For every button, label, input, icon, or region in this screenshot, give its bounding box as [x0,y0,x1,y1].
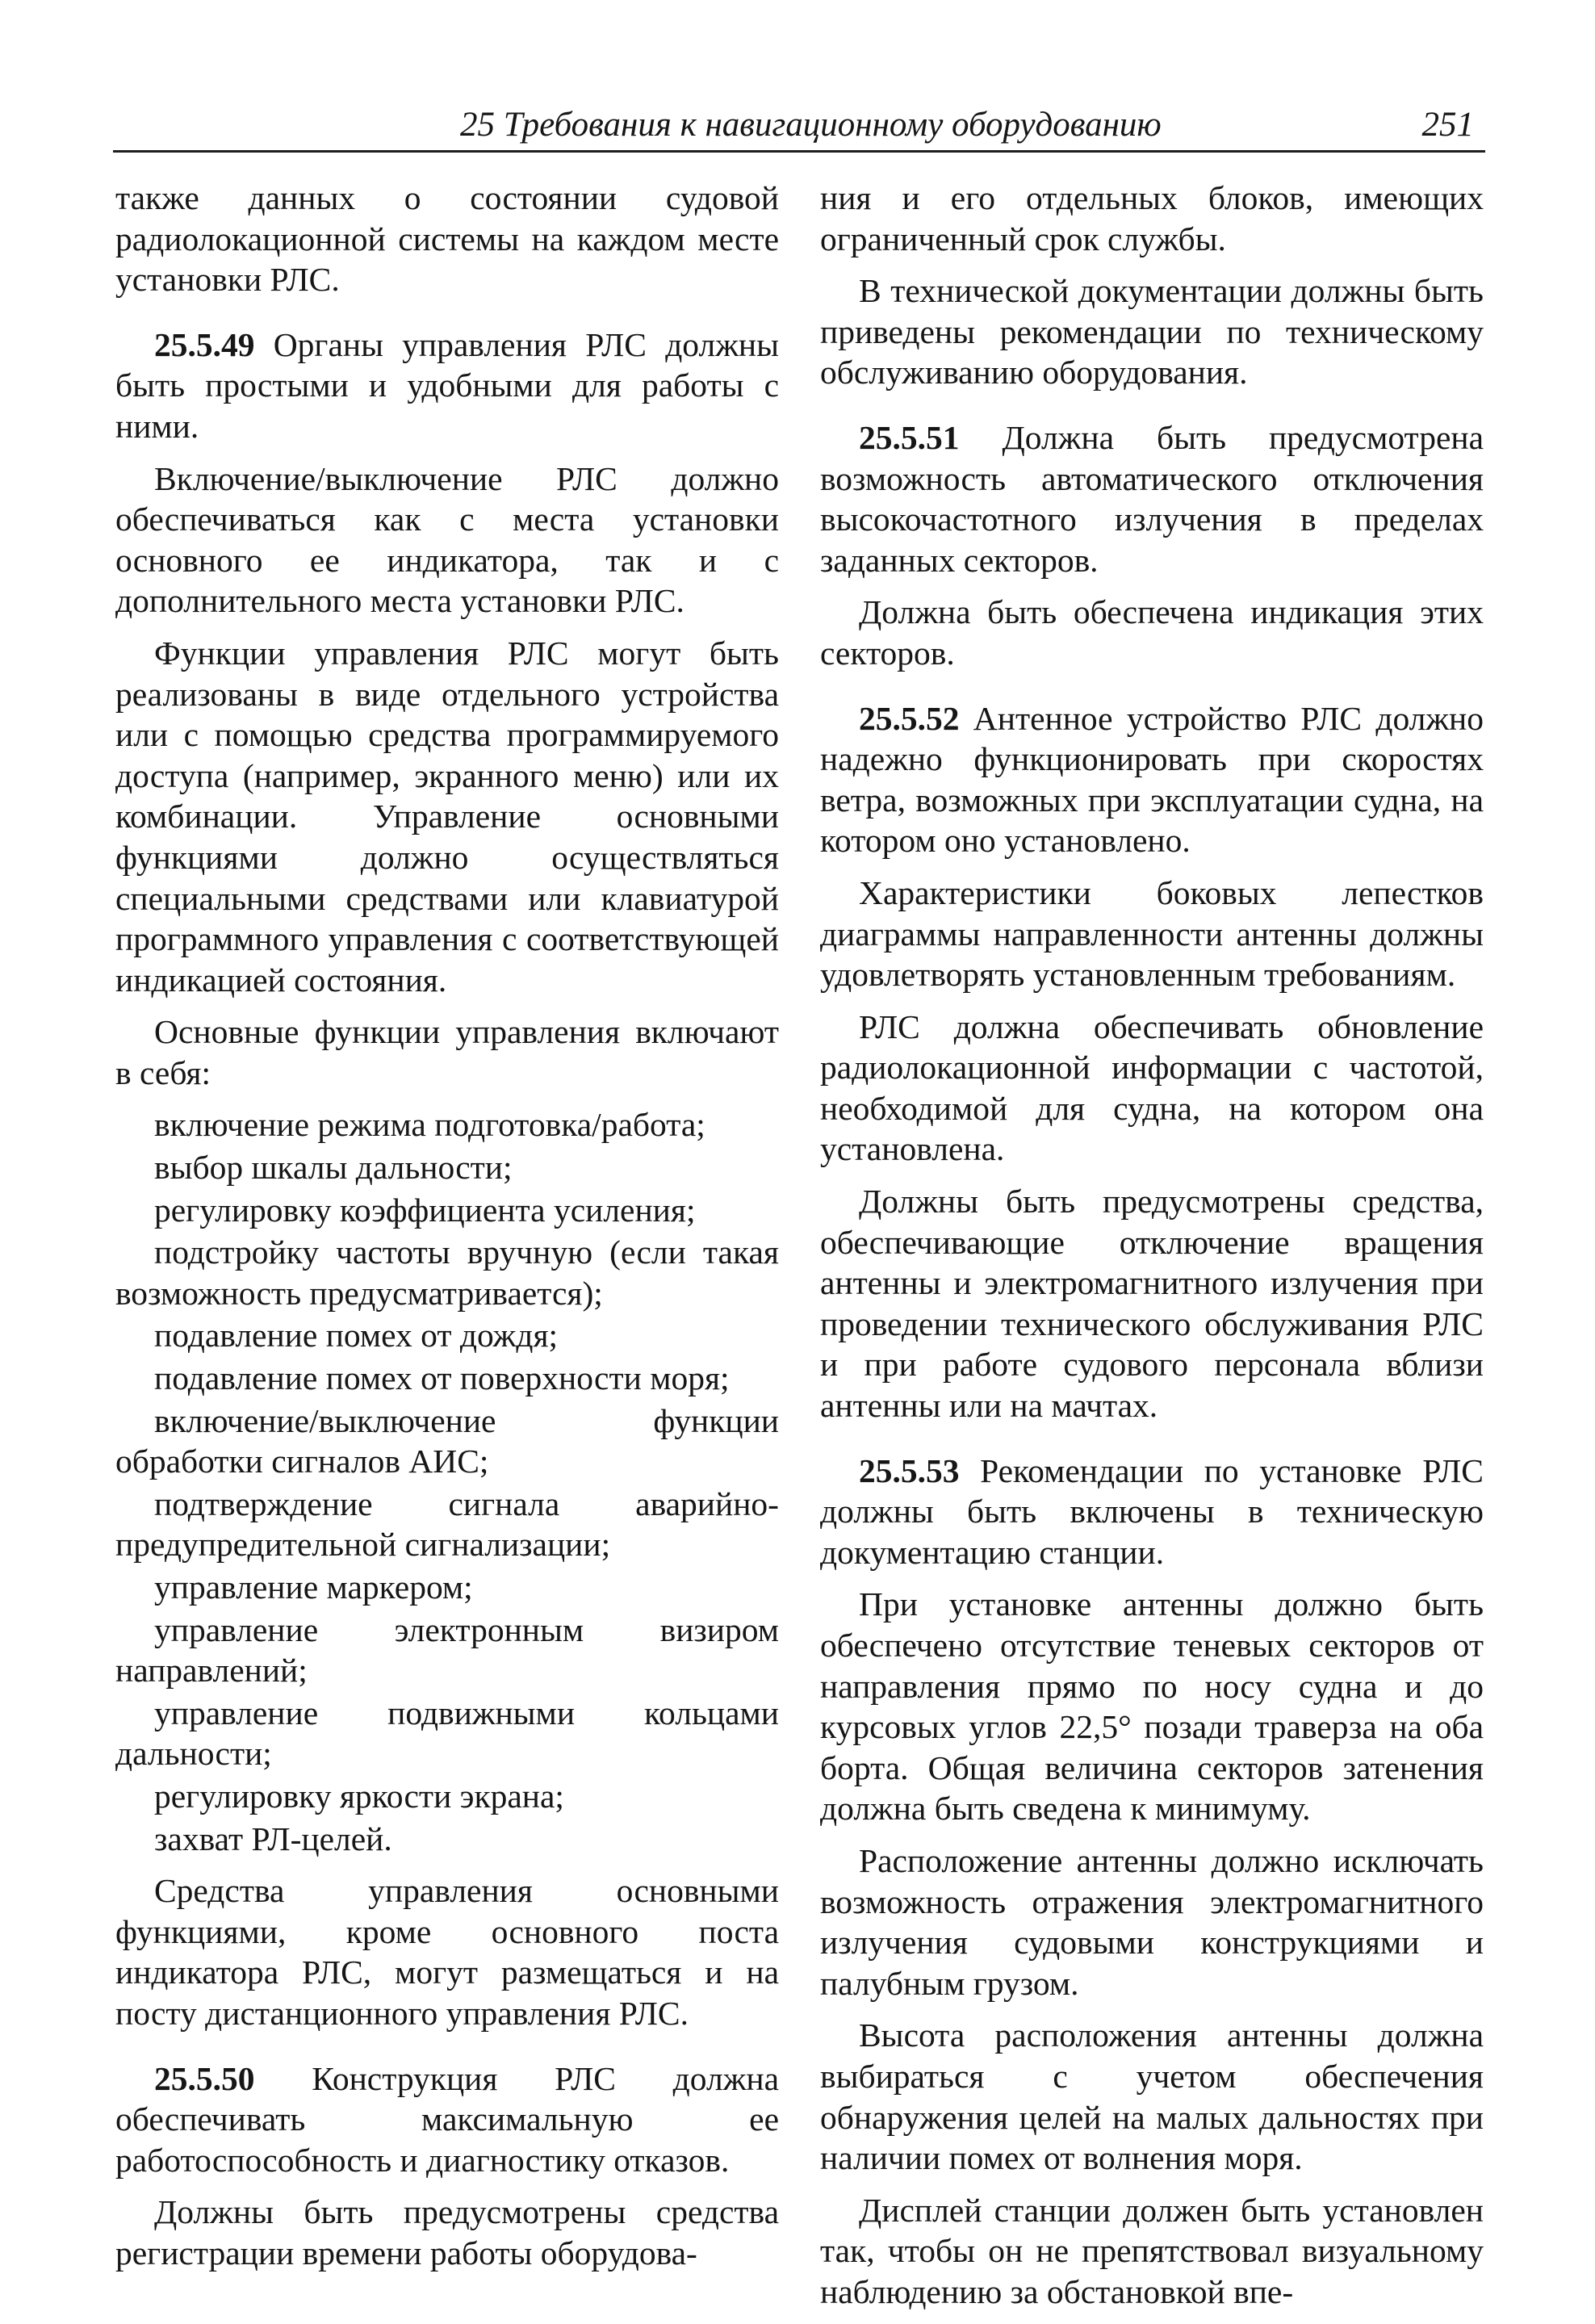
list-item: управление маркером; [154,1568,473,1606]
paragraph-antenna-height: Высота расположения антенны должна выбираться с учетом обеспечения обнаружения целей на малых дальностях при наличии помех от волнения моря. [820,2016,1484,2177]
paragraph-sector-indication: Должна быть обеспечена индикация этих секторов. [820,593,1484,672]
running-title: 25 Требования к навигационному оборудованию [460,106,1162,144]
page-number: 251 [1421,106,1474,144]
list-item: управление электронным визиром направлений; [115,1610,779,1690]
paragraph-documentation: В технической документации должны быть приведены рекомендации по техническому обслуживанию оборудования. [820,272,1484,392]
section-text: Должна быть предусмотрена возможность автоматического отключения высокочастотного излучения в пределах заданных секторов. [820,418,1484,579]
list-item: управление подвижными кольцами дальности; [115,1694,779,1773]
running-header [113,103,1485,153]
paragraph-radiation-off: Должны быть предусмотрены средства, обеспечивающие отключение вращения антенны и электромагнитного излучения при проведении технического обслуживания РЛС и при работе судового персонала вблизи антенны или на мачтах. [820,1183,1484,1425]
paragraph-control-means: Средства управления основными функциями, кроме основного поста индикатора РЛС, могут размещаться и на посту дистанционного управления РЛС. [115,1872,779,2032]
section-number: 25.5.51 [859,418,960,456]
paragraph-display: Дисплей станции должен быть установлен так, чтобы он не препятствовал визуальному наблюдению за обстановкой впе- [820,2191,1484,2310]
list-item: регулировку яркости экрана; [154,1777,564,1815]
list-item: включение/выключение функции обработки сигналов АИС; [115,1401,779,1480]
section-text: Органы управления РЛС должны быть простыми и удобными для работы с ними. [115,325,779,445]
list-item: подавление помех от поверхности моря; [154,1359,730,1397]
paragraph-reflection: Расположение антенны должно исключать возможность отражения электромагнитного излучения судовыми конструкциями и палубным грузом. [820,1841,1484,2002]
section-25-5-50 [115,2058,779,2181]
paragraph-registration: Должны быть предусмотрены средства регистрации времени работы оборудова- [115,2193,779,2272]
section-text: Конструкция РЛС должна обеспечивать максимальную ее работоспособность и диагностику отказов. [115,2059,779,2179]
list-item: захват РЛ-целей. [154,1819,392,1857]
section-number: 25.5.49 [154,325,255,363]
paragraph-on-off: Включение/выключение РЛС должно обеспечиваться как с места установки основного ее индикатора, так и с дополнительного места установки РЛС. [115,459,779,620]
section-25-5-53 [820,1451,1484,1573]
section-text: Антенное устройство РЛС должно надежно функционировать при скоростях ветра, возможных при эксплуатации судна, на котором оно установлено. [820,699,1484,860]
section-number: 25.5.53 [859,1451,960,1489]
list-item: регулировку коэффициента усиления; [154,1191,696,1229]
section-25-5-51 [820,417,1484,580]
list-item: подстройку частоты вручную (если такая возможность предусматривается); [115,1233,779,1312]
section-25-5-49 [115,325,779,447]
section-number: 25.5.50 [154,2059,255,2097]
paragraph-side-lobes: Характеристики боковых лепестков диаграммы направленности антенны должны удовлетворять установленным требованиям. [820,873,1484,994]
paragraph-basic-functions: Основные функции управления включают в себя: [115,1013,779,1091]
paragraph-continuation: ния и его отдельных блоков, имеющих ограниченный срок службы. [820,179,1484,258]
paragraph-continuation: также данных о состоянии судовой радиолокационной системы на каждом месте установки РЛС. [115,179,779,299]
list-item: выбор шкалы дальности; [154,1149,513,1187]
left-column [115,178,779,2285]
paragraph-control-functions: Функции управления РЛС могут быть реализованы в виде отдельного устройства или с помощью средства программируемого доступа (например, экранного меню) или их комбинации. Управление основными функциями должно осуществляться специальными средствами или клавиатурой программного управления с соответствующей индикацией состояния. [115,634,779,999]
list-item: подавление помех от дождя; [154,1317,559,1355]
paragraph-shadow-sectors: При установке антенны должно быть обеспечено отсутствие теневых секторов от направления прямо по носу судна и до курсовых углов 22,5° позади траверза на оба борта. Общая величина секторов затенения должна быть сведена к минимуму. [820,1585,1484,1828]
section-25-5-52 [820,698,1484,861]
section-text: Рекомендации по установке РЛС должны быть включены в техническую документацию станции. [820,1451,1484,1571]
list-item: подтверждение сигнала аварийно-предупредительной сигнализации; [115,1484,779,1564]
list-item: включение режима подготовка/работа; [154,1106,705,1144]
right-column [820,178,1484,2324]
section-number: 25.5.52 [859,699,960,737]
paragraph-update-rate: РЛС должна обеспечивать обновление радиолокационной информации с частотой, необходимой для судна, на котором она установлена. [820,1007,1484,1168]
